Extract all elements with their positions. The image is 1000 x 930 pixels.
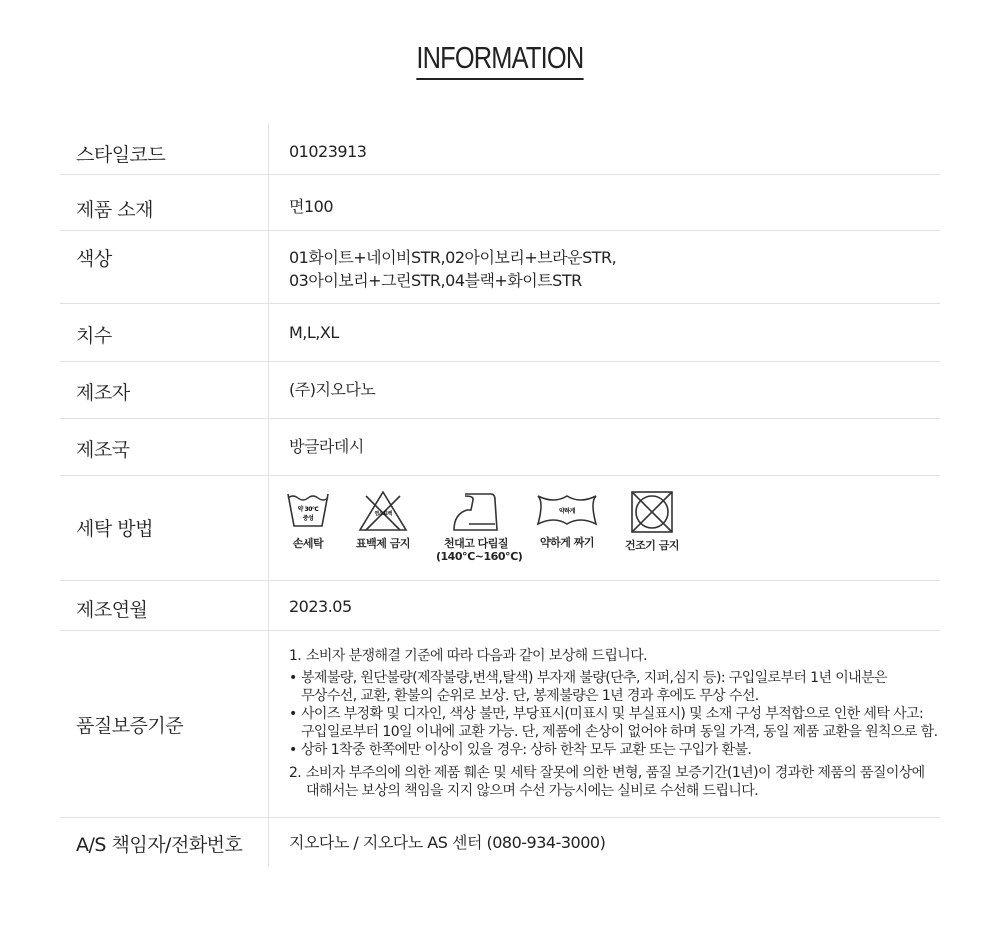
value-date: 2023.05 bbox=[289, 597, 352, 616]
care-hand-wash bbox=[284, 490, 332, 550]
value-style-code: 01023913 bbox=[289, 142, 367, 161]
label-maker: 제조자 bbox=[76, 382, 130, 404]
quality-text bbox=[289, 647, 937, 800]
row-washing bbox=[60, 476, 940, 581]
hand-wash-neutral: 중성 bbox=[302, 515, 314, 522]
no-bleach-text: 염소표백 bbox=[374, 511, 392, 517]
gentle-wring-icon bbox=[536, 490, 598, 530]
care-caption-no-tumble-dry: 건조기 금지 bbox=[625, 539, 679, 552]
value-material: 면100 bbox=[289, 197, 333, 216]
column-divider bbox=[268, 362, 269, 418]
column-divider bbox=[268, 304, 269, 361]
page-title: INFORMATION bbox=[416, 40, 583, 80]
quality-para-2-line-2: 대해서는 보상의 책임을 지지 않으며 수선 가능시에는 실비로 수선해 드립니다. bbox=[306, 783, 759, 799]
quality-para-2 bbox=[289, 764, 937, 782]
quality-bullet-3 bbox=[289, 741, 937, 759]
info-table bbox=[60, 124, 940, 866]
value-size: M,L,XL bbox=[289, 323, 339, 342]
quality-num-1: 1. bbox=[289, 648, 302, 664]
label-color: 색상 bbox=[76, 248, 112, 270]
row-date bbox=[60, 581, 940, 631]
care-caption-iron: 천대고 다림질 bbox=[443, 537, 509, 550]
row-size bbox=[60, 304, 940, 362]
label-style-code: 스타일코드 bbox=[76, 144, 166, 166]
care-gentle-wring bbox=[532, 490, 602, 549]
row-country bbox=[60, 419, 940, 476]
column-divider bbox=[268, 419, 269, 475]
quality-bullet-1-line-2: 무상수선, 교환, 환불의 순위로 보상. 단, 봉제불량은 1년 경과 후에도 무상 수선. bbox=[301, 688, 759, 704]
quality-bullet-1 bbox=[289, 669, 937, 705]
label-country: 제조국 bbox=[76, 439, 130, 461]
row-material bbox=[60, 175, 940, 231]
label-quality: 품질보증기준 bbox=[76, 715, 184, 737]
hand-wash-icon bbox=[286, 490, 330, 530]
row-maker bbox=[60, 362, 940, 419]
column-divider bbox=[268, 818, 269, 866]
label-material: 제품 소재 bbox=[76, 199, 153, 221]
label-size: 치수 bbox=[76, 325, 112, 347]
row-color bbox=[60, 231, 940, 304]
quality-bullet-2-line-1: • 사이즈 부정확 및 디자인, 색상 불만, 부당표시(미표시 및 부실표시) 및 소재 구성 부적합으로 인한 세탁 사고: bbox=[301, 706, 924, 722]
column-divider bbox=[268, 124, 269, 174]
gentle-wring-text: 약하게 bbox=[559, 508, 575, 515]
care-caption-no-bleach: 표백제 금지 bbox=[356, 537, 410, 550]
value-color-line2: 03아이보리+그린STR,04블랙+화이트STR bbox=[289, 271, 582, 290]
value-color-line1: 01화이트+네이비STR,02아이보리+브라운STR, bbox=[289, 248, 617, 267]
care-caption-gentle-wring: 약하게 짜기 bbox=[540, 536, 594, 549]
value-as: 지오다노 / 지오다노 AS 센터 (080-934-3000) bbox=[289, 833, 606, 852]
no-bleach-icon bbox=[358, 490, 408, 532]
value-color bbox=[289, 246, 616, 292]
value-country: 방글라데시 bbox=[289, 437, 364, 456]
column-divider bbox=[268, 581, 269, 630]
quality-num-2: 2. bbox=[289, 765, 302, 781]
column-divider bbox=[268, 175, 269, 230]
label-washing: 세탁 방법 bbox=[76, 518, 153, 540]
iron-icon bbox=[451, 490, 501, 532]
column-divider bbox=[268, 231, 269, 303]
row-as bbox=[60, 818, 940, 866]
care-caption-hand-wash: 손세탁 bbox=[292, 537, 324, 550]
column-divider bbox=[268, 476, 269, 580]
hand-wash-temp: 약 30°C bbox=[297, 506, 319, 513]
care-caption-iron-temp: (140℃~160℃) bbox=[436, 550, 523, 563]
row-quality bbox=[60, 631, 940, 818]
quality-bullet-2 bbox=[289, 705, 937, 741]
column-divider bbox=[268, 631, 269, 817]
label-as: A/S 책임자/전화번호 bbox=[76, 834, 243, 856]
quality-para-1-text: 소비자 분쟁해결 기준에 따라 다음과 같이 보상해 드립니다. bbox=[306, 648, 647, 664]
quality-bullet-3-line-1: • 상하 1착중 한쪽에만 이상이 있을 경우: 상하 한착 모두 교환 또는 구입가 환불. bbox=[301, 742, 752, 758]
quality-para-1 bbox=[289, 647, 937, 665]
care-no-bleach bbox=[348, 490, 418, 550]
row-style-code bbox=[60, 124, 940, 175]
quality-para-2-line-1: 소비자 부주의에 의한 제품 훼손 및 세탁 잘못에 의한 변형, 품질 보증기간(1년)이 경과한 제품의 품질이상에 bbox=[306, 765, 925, 781]
no-tumble-dry-icon bbox=[629, 490, 675, 534]
label-date: 제조연월 bbox=[76, 599, 148, 621]
quality-bullet-1-line-1: • 봉제불량, 원단불량(제작불량,변색,탈색) 부자재 불량(단추, 지퍼,심지 등): 구입일로부터 1년 이내분은 bbox=[301, 670, 887, 686]
care-iron bbox=[436, 490, 523, 563]
value-maker: (주)지오다노 bbox=[289, 380, 376, 399]
care-no-tumble-dry bbox=[620, 490, 684, 552]
quality-bullet-2-line-2: 구입일로부터 10일 이내에 교환 가능. 단, 제품에 손상이 없어야 하며 동일 가격, 동일 제품 교환을 원칙으로 함. bbox=[301, 724, 938, 740]
page-title-wrap bbox=[0, 40, 1000, 80]
